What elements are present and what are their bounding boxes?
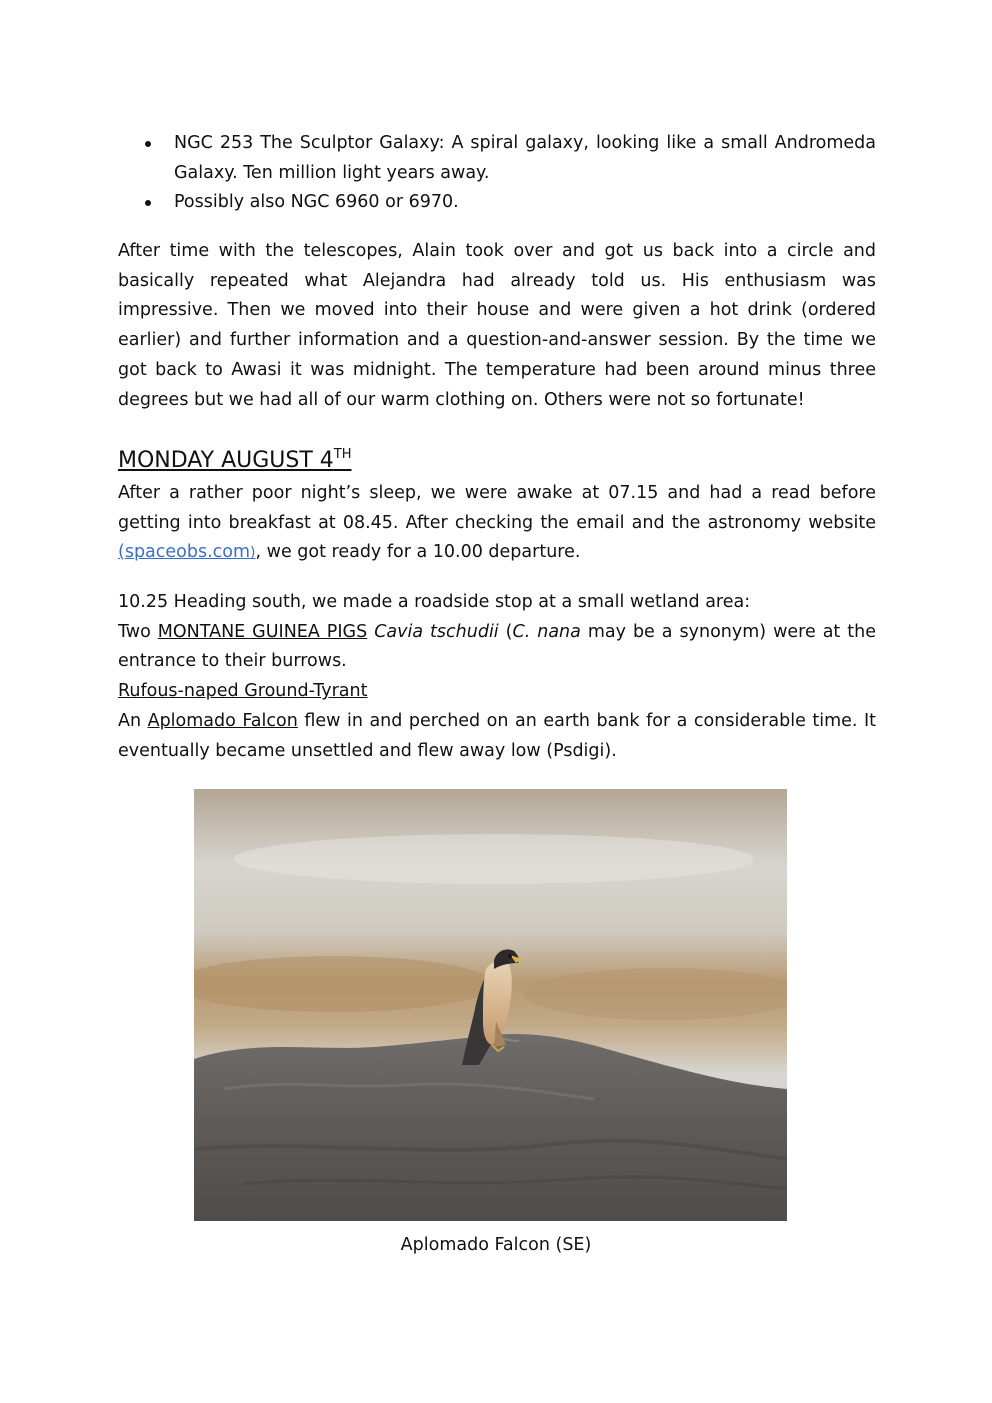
falcon-line: An Aplomado Falcon flew in and perched on an earth bank for a considerable time. It eventually became unsettled and flew away low (Psdigi).: [118, 710, 877, 761]
photo-caption: Aplomado Falcon (SE): [400, 1235, 592, 1255]
guinea-pig-line: Two MONTANE GUINEA PIGS Cavia tschudii (C. nana may be a synonym) were at the entrance to their burrows.: [118, 621, 876, 672]
falcon-species: Aplomado Falcon: [147, 710, 298, 731]
guinea-pig-species: MONTANE GUINEA PIGS: [157, 621, 368, 642]
wetland-section: [118, 588, 876, 766]
telescope-paragraph: After time with the telescopes, Alain took over and got us back into a circle and basically repeated what Alejandra had already told us. His enthusiasm was impressive. Then we moved into their house and were given a hot drink (ordered earlier) and further information and a question-and-answer session. By the time we got back to Awasi it was midnight. The temperature had been around minus three degrees but we had all of our warm clothing on. Others were not so fortunate!: [118, 241, 876, 410]
day-heading: MONDAY AUGUST 4TH: [118, 447, 352, 473]
falcon-photo: [194, 789, 787, 1221]
galaxy-bullet-list: [118, 129, 876, 218]
bullet-item: Possibly also NGC 6960 or 6970.: [118, 188, 876, 218]
morning-paragraph: After a rather poor night’s sleep, we were awake at 07.15 and had a read before getting into breakfast at 08.45. After checking the email and the astronomy website (spaceobs.com), we got ready for a 10.00 departure.: [118, 483, 876, 563]
bullet-dot-icon: [145, 141, 151, 147]
bullet-dot-icon: [145, 200, 151, 206]
bullet-item: NGC 253 The Sculptor Galaxy: A spiral galaxy, looking like a small Andromeda Galaxy. Ten million light years away.: [118, 129, 876, 188]
falcon-photo-image: [194, 789, 787, 1221]
wetland-stop-line: 10.25 Heading south, we made a roadside stop at a small wetland area:: [118, 592, 751, 612]
spaceobs-link[interactable]: (spaceobs.com): [118, 542, 256, 563]
ground-tyrant-species: Rufous-naped Ground-Tyrant: [118, 681, 368, 702]
